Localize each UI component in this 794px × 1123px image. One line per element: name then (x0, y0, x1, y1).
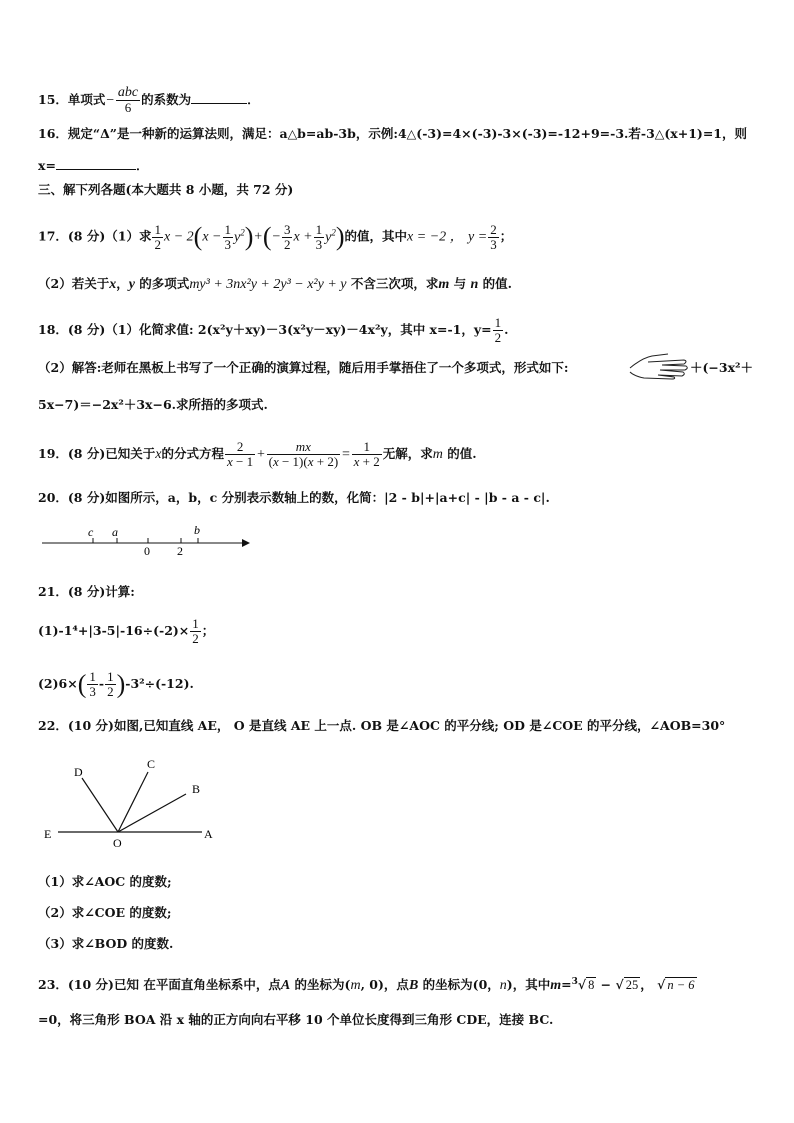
q19-var-m: m (432, 447, 443, 462)
question-22-sub1: （1）求∠AOC 的度数; (38, 874, 172, 889)
numberline-b: b (194, 523, 200, 537)
numberline-c: c (88, 525, 94, 539)
q17-polynomial: my³ + 3nx²y + 2y³ − x²y + y (189, 277, 347, 292)
q19-var-x: x (155, 447, 162, 462)
q19-end: 的值. (447, 446, 477, 461)
q23-text-e: ，其中 (512, 977, 551, 993)
question-16-line1: 16．规定“Δ”是一种新的运算法则，满足：a△b=ab-3b，示例:4△(-3)=4×(-3)-3×(-3)=-12+9=-3.若-3△(x+1)=1，则 (38, 126, 747, 141)
question-23-line2: =0，将三角形 BOA 沿 x 轴的正方向向右平移 10 个单位长度得到三角形 CDE，连接 BC. (38, 1012, 554, 1027)
q17-p2-end: 的值. (482, 276, 513, 291)
q18-p1-text: 18．(8 分)（1）化简求值: 2(x²y＋xy)－3(x²y－xy)－4x²y，其中 x=-1，y= (38, 322, 492, 337)
question-17-part2: （2）若关于x，y 的多项式my³ + 3nx²y + 2y³ − x²y + y 不含三次项，求m 与 n 的值. (38, 276, 513, 292)
q17-value-text: 的值，其中 (344, 228, 408, 244)
q23-text-b: 的坐标为 (294, 977, 345, 993)
section-3-heading: 三、解下列各题(本大题共 8 小题，共 72 分) (38, 182, 294, 197)
q21-p1-end: ； (201, 623, 215, 638)
point-A: A (204, 827, 213, 841)
question-20: 20．(8 分)如图所示，a，b，c 分别表示数轴上的数，化简：|2 - b|+|a+c| - |b - a - c|. (38, 490, 550, 505)
question-23-line1: 23．(10 分)已知 在平面直角坐标系中，点A 的坐标为(m, 0)，点B 的坐标为(0，n)，其中m=$^3$√ 8 − √ 25 ， √ n − 6 (38, 977, 695, 994)
q21-p2-prefix: (2)6× (38, 676, 78, 691)
q21-p1-text: (1)-1⁴+|3-5|-16÷(-2)× (38, 623, 190, 638)
question-22-sub2: （2）求∠COE 的度数; (38, 905, 172, 920)
point-D: D (74, 765, 83, 779)
q23-text-d: 的坐标为 (422, 977, 473, 993)
q18-p2-text: （2）解答:老师在黑板上书写了一个正确的演算过程，随后用手掌捂住了一个多项式，形式如下: (38, 360, 569, 375)
q21-p2-suffix: -3²÷(-12). (125, 676, 194, 691)
point-E: E (44, 827, 52, 841)
q23-text-a: 23．(10 分)已知 在平面直角坐标系中，点 (38, 977, 281, 993)
numberline-a: a (112, 525, 118, 539)
point-C: C (147, 757, 156, 771)
point-O: O (113, 836, 122, 850)
q18-p1-end: . (504, 322, 509, 337)
question-22-sub3: （3）求∠BOD 的度数. (38, 936, 174, 951)
q15-answer-blank[interactable] (191, 103, 247, 104)
question-18-part2-line1 (38, 358, 568, 378)
q23-text-c: ，点 (383, 977, 409, 993)
question-19: 19．(8 分)已知关于x的分式方程 $\frac{2}{x - 1}$ + $\frac{mx}{(x - 1)(x + 2)}$ = $\frac{1}{x + 2}$ 无解，求m 的值. (38, 439, 477, 469)
q15-frac-den: 6 (124, 100, 132, 115)
q19-suffix: 无解，求 (382, 446, 433, 461)
q15-fraction (116, 86, 140, 115)
q15-suffix: 的系数为 (141, 92, 192, 107)
question-22: 22．(10 分)如图,已知直线 AE， O 是直线 AE 上一点. OB 是∠AOC 的平分线; OD 是∠COE 的平分线，∠AOB=30° (38, 718, 726, 733)
numberline-2: 2 (177, 544, 183, 558)
q16-end: ． (135, 158, 149, 173)
question-21-part1: (1)-1⁴+|3-5|-16÷(-2)× $\frac{1}{2}$ ； (38, 616, 215, 646)
question-15 (38, 86, 260, 115)
question-18-part2-after-hand: ＋(−3x²＋ (690, 360, 754, 375)
hand-icon (628, 352, 690, 380)
q15-prefix: 15．单项式 (38, 92, 106, 107)
q15-frac-num: abc (117, 85, 139, 100)
q16-x-prefix: x= (38, 158, 56, 173)
q19-mid: 的分式方程 (161, 446, 225, 461)
point-B: B (192, 782, 201, 796)
question-21-part2: (2)6×( $\frac{1}{3}$ - $\frac{1}{2}$ )-3²÷(-12). (38, 669, 194, 699)
q23-text-f: ， (640, 977, 653, 993)
question-18-part1: 18．(8 分)（1）化简求值: 2(x²y＋xy)－3(x²y－xy)－4x²y，其中 x=-1，y= $\frac{1}{2}$ . (38, 315, 509, 345)
q17-p2-prefix: （2）若关于 (38, 276, 110, 291)
q17-end: ； (499, 228, 513, 244)
q17-prefix: 17．(8 分)（1）求 (38, 228, 152, 244)
number-line (38, 522, 258, 558)
q17-p2-suffix: 不含三次项，求 (350, 276, 439, 291)
numberline-0: 0 (144, 544, 150, 558)
question-17-part1: 17．(8 分)（1）求 $\frac{1}{2}$ x − 2(x − $\frac{1}{3}$ $y^2)+(-$ $\frac{3}{2}$ x + $\frac{1}{3}$ $y^2$)的值，其中x = −2 ， y = $\frac{2}{3}$ ； (38, 221, 513, 252)
question-18-part2-line2: 5x−7)＝−2x²＋3x−6.求所捂的多项式. (38, 397, 268, 412)
question-21-title: 21．(8 分)计算: (38, 584, 135, 599)
q17-condition-x: x = −2 ， (407, 229, 464, 245)
q17-condition-y: y = (468, 229, 488, 245)
question-16-line2 (38, 156, 148, 176)
q19-prefix: 19．(8 分)已知关于 (38, 446, 156, 461)
angle-diagram (40, 756, 230, 852)
q16-answer-blank[interactable] (56, 169, 136, 170)
q17-and: 与 (453, 276, 467, 291)
q15-end: ． (247, 92, 260, 107)
q15-minus: − (105, 93, 115, 108)
q17-p2-mid: 的多项式 (139, 276, 190, 291)
